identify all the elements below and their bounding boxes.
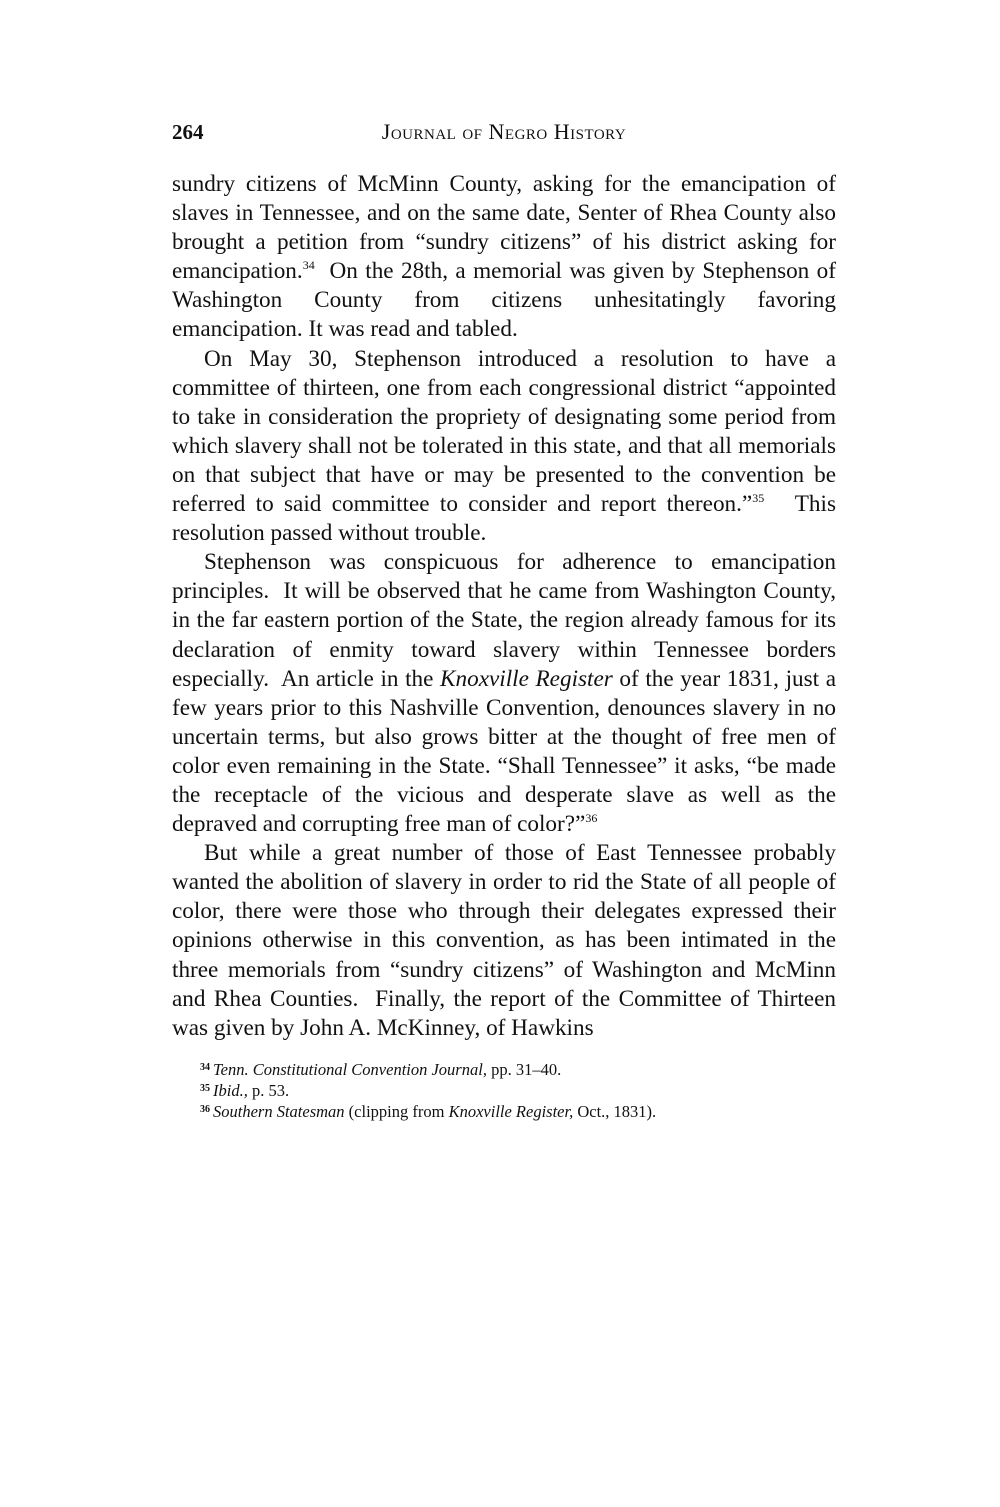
footnote-source: Tenn. Constitutional Convention Journal,	[213, 1059, 487, 1079]
footnote-source: Southern Statesman	[213, 1101, 345, 1121]
paragraph-text: On May 30, Stephenson introduced a resolution to have a committee of thirteen, one from each congressional district “appointed to take in consideration the propriety of designating some period from which slavery shall not be tolerated in this state, and that all memorials on that subject that have or may be presented to the convention be referred to said committee to consider and report thereon.”	[172, 345, 836, 518]
paragraph-text: On the 28th, a memorial was given by Stephenson of Washington County from citizens unhesitatingly favoring emancipation. It was read and tabled.	[172, 258, 842, 343]
paragraph-3	[172, 548, 842, 839]
page-number: 264	[172, 120, 204, 144]
footnote-number: 36	[200, 1103, 210, 1115]
footnote-ref-34: 34	[302, 258, 315, 273]
footnote-number: 34	[200, 1061, 210, 1073]
footnote-source: Ibid.,	[213, 1080, 248, 1100]
paragraph-text: This resolution passed without trouble.	[172, 491, 842, 547]
footnote-34	[200, 1059, 836, 1080]
footnote-ref-35: 35	[752, 491, 765, 506]
paragraph-4	[172, 839, 842, 1043]
paragraph-text: sundry citizens of McMinn County, asking for the emancipation of slaves in Tennessee, and on the same date, Senter of Rhea County also brought a petition from “sundry citizens” of his district asking for emancipation.	[172, 171, 836, 285]
footnote-35	[200, 1080, 836, 1101]
footnote-36	[200, 1101, 836, 1122]
footnote-source: Knoxville Register,	[448, 1101, 574, 1121]
footnote-text: (clipping from	[344, 1101, 449, 1121]
paragraph-text: Stephenson was conspicuous for adherence to emancipation principles. It will be observed that he came from Washington County, in the far eastern portion of the State, the region already famous for its declaration of enmity toward slavery within Tennessee borders especially. An article in the	[172, 549, 842, 692]
body-text	[172, 170, 842, 1043]
paragraph-text: But while a great number of those of East Tennessee probably wanted the abolition of slavery in order to rid the State of all people of color, there were those who through their delegates expressed their opinions otherwise in this convention, as has been intimated in the three memorials from “sundry citizens” of Washington and McMinn and Rhea Counties. Finally, the report of the Committee of Thirteen was given by John A. McKinney, of Hawkins	[172, 840, 842, 1041]
footnote-text: p. 53.	[247, 1080, 290, 1100]
footnote-number: 35	[200, 1082, 210, 1094]
footnote-text: Oct., 1831).	[573, 1101, 657, 1121]
paragraph-2	[172, 345, 842, 549]
footnotes	[172, 1059, 836, 1122]
publication-title: Knoxville Register	[440, 665, 613, 692]
journal-title: Journal of Negro History	[381, 119, 627, 144]
paragraph-1	[172, 170, 842, 345]
journal-page	[172, 117, 842, 1122]
footnote-text: pp. 31–40.	[486, 1059, 562, 1079]
running-head	[172, 117, 836, 147]
footnote-ref-36: 36	[585, 811, 598, 826]
paragraph-text: of the year 1831, just a few years prior to this Nashville Convention, denounces slavery in no uncertain terms, but also grows bitter at the thought of free men of color even remaining in the State. “Shall Tennessee” it asks, “be made the receptacle of the vicious and desperate slave as well as the depraved and corrupting free man of color?”	[172, 665, 836, 838]
